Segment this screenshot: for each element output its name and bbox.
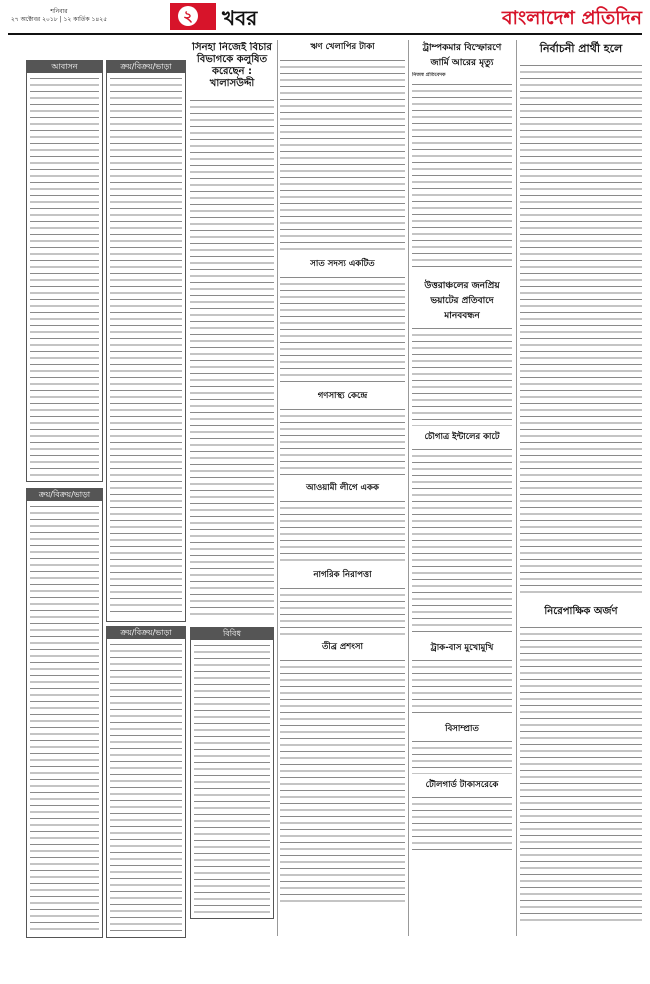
right-center-column bbox=[412, 40, 512, 855]
headline-seven: সাত সদস্য একটিত bbox=[310, 259, 375, 269]
date: ২৭ অক্টোবর ২০১৮ | ১২ কার্তিক ১৪২৫ bbox=[10, 16, 108, 23]
classified-text-housing bbox=[30, 76, 99, 476]
center-column bbox=[280, 40, 405, 903]
article-body-chor bbox=[412, 447, 512, 637]
article-body-loan bbox=[280, 58, 405, 253]
newspaper-logo: বাংলাদেশ প্রতিদিন bbox=[501, 7, 642, 29]
section-title: খবর bbox=[222, 6, 258, 30]
classified-header-misc: বিবিধ bbox=[191, 628, 273, 640]
column-divider-2 bbox=[408, 40, 409, 936]
classified-box-misc bbox=[190, 627, 274, 919]
page-number-box bbox=[170, 3, 216, 30]
article-body-reaction bbox=[280, 658, 405, 903]
article-body-security bbox=[280, 586, 405, 636]
classified-box-buysell-2 bbox=[106, 60, 186, 622]
classified-text-buysell-3 bbox=[110, 642, 182, 932]
weekday: শনিবার bbox=[50, 8, 68, 15]
article-body-seven bbox=[280, 275, 405, 385]
article-body-gangachara bbox=[280, 407, 405, 477]
column-divider bbox=[277, 40, 278, 936]
right-column bbox=[520, 40, 642, 925]
headline-chor: চৌগাত্র ইন্টালের কাটে bbox=[424, 431, 500, 442]
headline-gangachara: গণসাস্থ্য কেন্দ্রে bbox=[317, 391, 368, 401]
headline-trump-sub: জার্মি আরের মৃত্যু bbox=[430, 58, 494, 68]
headline-uttar: উত্তরাঞ্চলের জনপ্রিয় ভয়াটের প্রতিবাদে bbox=[424, 280, 500, 306]
classified-header-buysell-1: ক্রয়/বিক্রয়/ভাড়া bbox=[27, 489, 102, 501]
headline-loan: ঋণ খেলাপির টাকা bbox=[310, 42, 375, 52]
article-body-truck bbox=[412, 658, 512, 718]
page-number: ২ bbox=[178, 6, 198, 26]
headline-uttar-sub: মানববন্ধন bbox=[444, 310, 480, 321]
classified-text-buysell-1 bbox=[30, 504, 99, 932]
article-body-deal bbox=[412, 739, 512, 774]
headline-reaction: তীব্র প্রশংসা bbox=[322, 642, 363, 652]
classified-header-buysell-3: ক্রয়/বিক্রয়/ভাড়া bbox=[107, 627, 185, 639]
article-body-bot bbox=[412, 795, 512, 855]
article-body-trump bbox=[412, 82, 512, 272]
headline-deal: বিসাম্প্রাত bbox=[445, 723, 479, 734]
byline-trump: নিজস্ব প্রতিবেদক bbox=[412, 72, 446, 78]
classified-box-buysell-1 bbox=[26, 488, 103, 938]
headline-sinha: সিনহা নিজেই বিচার বিভাগকে কলুষিত করেছেন : খালাসউদ্দী bbox=[192, 42, 272, 89]
article-body-uttar bbox=[412, 326, 512, 426]
classified-box-buysell-3 bbox=[106, 626, 186, 938]
classified-header-housing: আবাসন bbox=[27, 61, 102, 73]
classified-header-buysell-2: ক্রয়/বিক্রয়/ভাড়া bbox=[107, 61, 185, 73]
headline-bot: টৌলগার্ড টাকাসরেকে bbox=[425, 779, 499, 790]
headline-right-lead: নির্বাচনী প্রার্থী হলে bbox=[539, 42, 623, 55]
masthead-rule bbox=[8, 33, 642, 35]
article-body-right-lead bbox=[520, 63, 642, 598]
classified-text-misc bbox=[194, 643, 270, 913]
headline-security: নাগরিক নিরাপত্তা bbox=[313, 570, 372, 580]
article-body-sinha bbox=[190, 98, 274, 618]
masthead bbox=[0, 0, 650, 34]
classified-text-buysell-2 bbox=[110, 76, 182, 616]
headline-truck: ট্রাক-বাস মুখোমুখি bbox=[430, 642, 494, 653]
article-body-league bbox=[280, 499, 405, 564]
article-body-right-second bbox=[520, 625, 642, 925]
headline-trump: ট্রাম্পকমার বিস্ফোরণে bbox=[422, 43, 502, 53]
headline-league: আওয়ামী লীগে একক bbox=[306, 483, 379, 493]
date-line bbox=[10, 8, 108, 24]
classified-box-housing bbox=[26, 60, 103, 482]
column-divider-3 bbox=[516, 40, 517, 936]
headline-right-second: নিরেপাক্ষিক অর্জণ bbox=[544, 606, 618, 617]
column-3 bbox=[190, 42, 274, 638]
